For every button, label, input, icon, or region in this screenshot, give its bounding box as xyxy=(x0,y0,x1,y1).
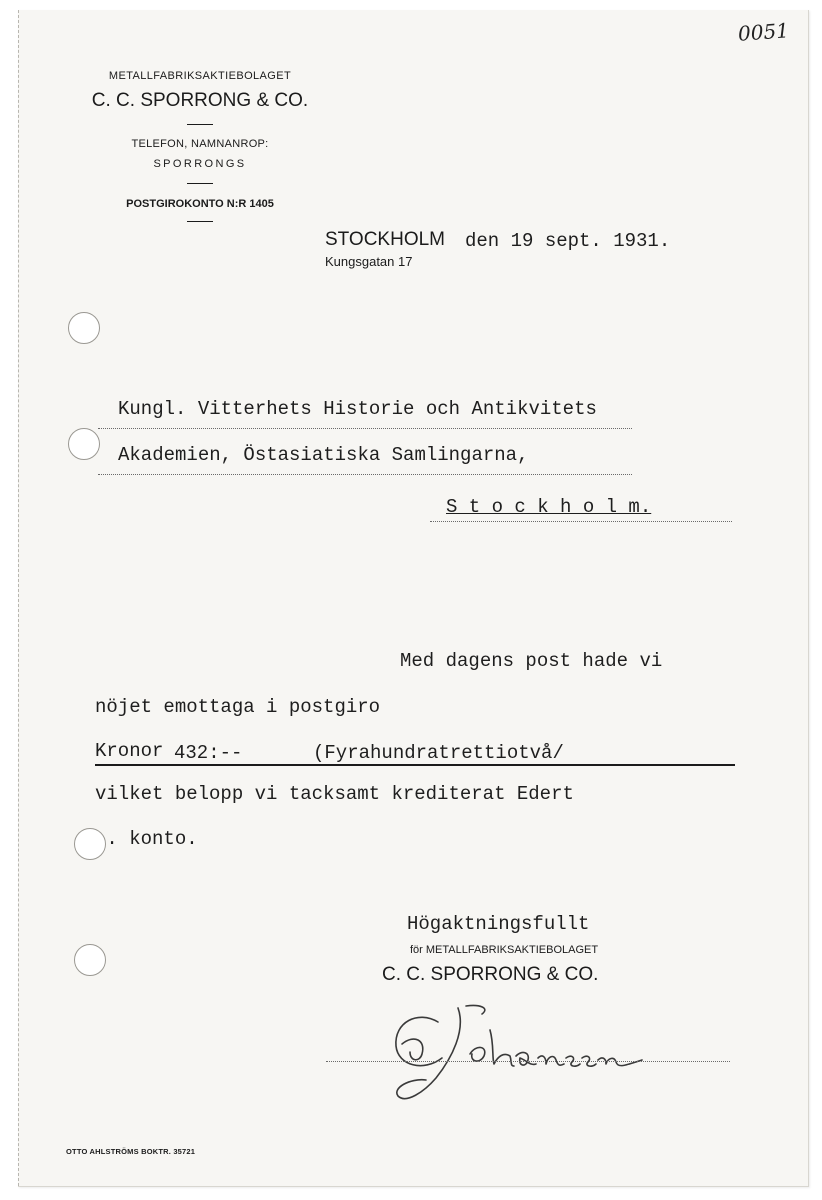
amount-value: 432:-- xyxy=(174,742,243,764)
letterhead-divider xyxy=(187,183,213,184)
recipient-city: S t o c k h o l m. xyxy=(446,496,652,518)
recipient-line-1: Kungl. Vitterhets Historie och Antikvitets xyxy=(118,398,597,420)
address-dotted-line xyxy=(430,521,732,522)
body-line-5: . konto. xyxy=(95,828,198,850)
closing-salutation: Högaktningsfullt xyxy=(407,913,590,935)
printer-mark: OTTO AHLSTRÖMS BOKTR. 35721 xyxy=(66,1147,196,1156)
dateline-city: STOCKHOLM xyxy=(325,229,446,250)
phone-name: SPORRONGS xyxy=(153,158,247,170)
letterhead-divider xyxy=(187,124,213,125)
address-dotted-line xyxy=(98,474,632,475)
address-dotted-line xyxy=(98,428,632,429)
archive-number: 0051 xyxy=(737,18,790,46)
punch-hole xyxy=(68,312,100,344)
phone-label: TELEFON, NAMNANROP: xyxy=(131,138,269,150)
company-name: C. C. SPORRONG & CO. xyxy=(91,90,309,111)
punch-hole xyxy=(68,428,100,460)
amount-in-words: (Fyrahundratrettiotvå/ xyxy=(313,742,564,764)
amount-label: Kronor xyxy=(95,740,164,762)
dateline-street: Kungsgatan 17 xyxy=(325,254,413,269)
signature-text xyxy=(0,0,1,1)
recipient-line-2: Akademien, Östasiatiska Samlingarna, xyxy=(118,444,529,466)
perforation-line xyxy=(18,10,20,1186)
signature-dotted-line xyxy=(326,1061,730,1062)
body-line-1: Med dagens post hade vi xyxy=(400,650,663,672)
body-line-2: nöjet emottaga i postgiro xyxy=(95,696,381,718)
body-line-4: vilket belopp vi tacksamt krediterat Edert xyxy=(95,783,574,805)
closing-company-name: C. C. SPORRONG & CO. xyxy=(382,964,599,985)
company-type: METALLFABRIKSAKTIEBOLAGET xyxy=(108,70,292,82)
handwritten-signature xyxy=(380,1000,660,1110)
closing-for-company: för METALLFABRIKSAKTIEBOLAGET xyxy=(410,944,599,956)
letterhead-divider xyxy=(187,221,213,222)
dateline-date: den 19 sept. 1931. xyxy=(465,230,671,252)
postgiro-number: POSTGIROKONTO N:R 1405 xyxy=(126,198,274,210)
amount-underline xyxy=(95,764,735,766)
punch-hole xyxy=(74,944,106,976)
